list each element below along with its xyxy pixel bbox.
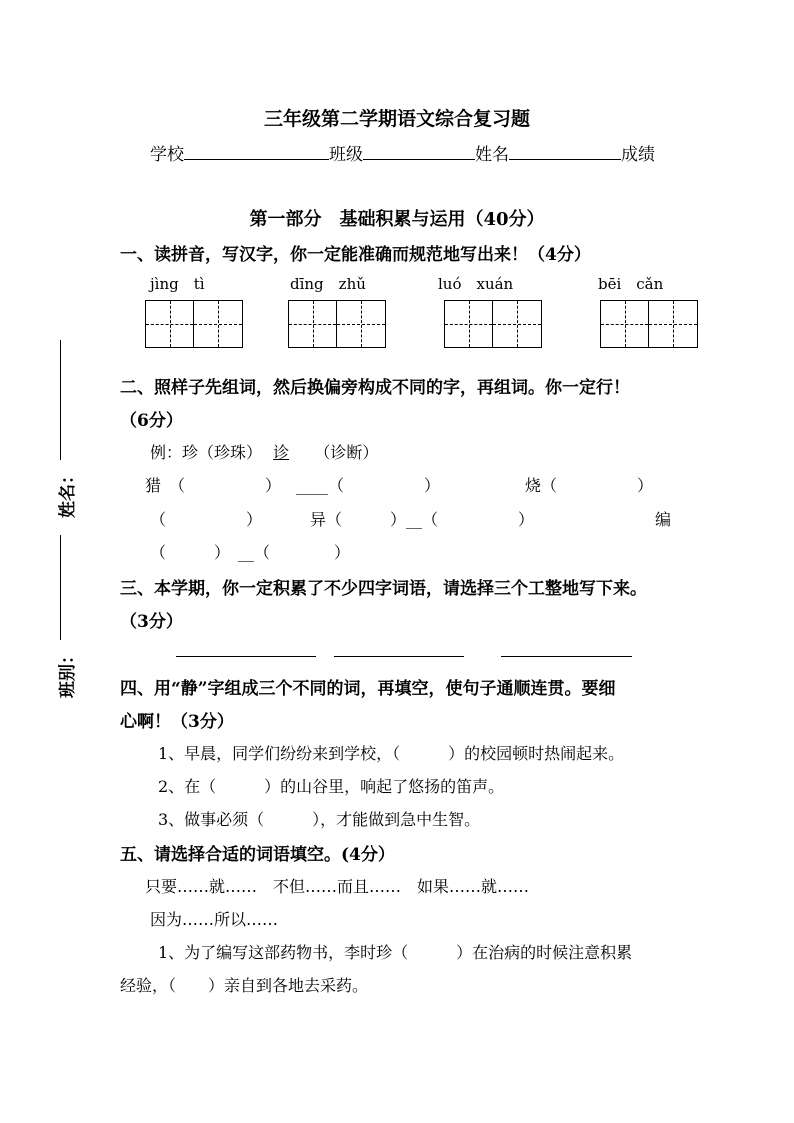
q2-row1-a: 猎 （ ） <box>145 476 282 495</box>
side-name-line <box>60 340 61 460</box>
class-label: 班级 <box>329 145 363 165</box>
q5-sentence-1a: 1、为了编写这部药物书，李时珍（ ）在治病的时候注意积累 <box>158 943 633 962</box>
q2-row3: （ ） __（ ） <box>150 543 351 562</box>
student-info-row <box>150 140 655 165</box>
name-blank[interactable] <box>509 143 621 160</box>
grid-cell[interactable] <box>289 301 337 347</box>
pinyin-3: luó xuán <box>438 275 514 293</box>
q4-heading-2: 心啊！（3分） <box>120 712 234 732</box>
grid-cell[interactable] <box>337 301 385 347</box>
q2-row2-a: （ ） <box>150 510 263 529</box>
q2-points: （6分） <box>120 411 183 431</box>
q3-points: （3分） <box>120 612 183 632</box>
example-suffix: （诊断） <box>314 443 379 462</box>
q4-sentence-1: 1、早晨，同学们纷纷来到学校，（ ）的校园顿时热闹起来。 <box>158 744 625 763</box>
q2-example <box>150 440 378 463</box>
idiom-blank-3[interactable] <box>501 656 632 657</box>
idiom-blank-1[interactable] <box>176 656 316 657</box>
side-class-line <box>60 535 61 640</box>
q3-heading: 三、本学期，你一定积累了不少四字词语，请选择三个工整地写下来。 <box>120 579 647 599</box>
idiom-blank-2[interactable] <box>334 656 464 657</box>
grid-cell[interactable] <box>146 301 194 347</box>
grid-cell[interactable] <box>493 301 541 347</box>
q5-options-2: 因为……所以…… <box>150 910 279 929</box>
q5-options-1: 只要……就…… 不但……而且…… 如果……就…… <box>145 877 530 896</box>
grid-cell[interactable] <box>649 301 697 347</box>
side-name-label: 姓名： <box>58 467 78 518</box>
school-label: 学校 <box>150 145 184 165</box>
score-label: 成绩 <box>621 145 655 165</box>
grid-cell[interactable] <box>194 301 242 347</box>
grid-cell[interactable] <box>601 301 649 347</box>
writing-grid-2[interactable] <box>288 300 386 348</box>
school-blank[interactable] <box>184 143 329 160</box>
q4-sentence-2: 2、在（ ）的山谷里，响起了悠扬的笛声。 <box>158 777 505 796</box>
q2-row1-c: 烧（ ） <box>525 476 654 495</box>
q2-row2-b: 异（ ）__（ ） <box>310 510 535 529</box>
pinyin-4: bēi cǎn <box>598 275 664 293</box>
class-blank[interactable] <box>363 143 475 160</box>
writing-grid-3[interactable] <box>444 300 542 348</box>
side-class-label: 班别： <box>58 647 78 698</box>
part-heading: 第一部分 基础积累与运用（40分） <box>249 209 545 230</box>
example-prefix: 例：珍（珍珠） <box>150 443 263 462</box>
pinyin-1: jìng tì <box>150 275 205 293</box>
writing-grid-1[interactable] <box>145 300 243 348</box>
writing-grid-4[interactable] <box>600 300 698 348</box>
q1-heading: 一、读拼音，写汉字，你一定能准确而规范地写出来！（4分） <box>120 245 591 265</box>
example-char: 诊 <box>273 443 290 462</box>
grid-cell[interactable] <box>445 301 493 347</box>
page-title: 三年级第二学期语文综合复习题 <box>263 108 530 130</box>
q2-heading: 二、照样子先组词，然后换偏旁构成不同的字，再组词。你一定行！ <box>120 378 630 398</box>
q2-row1-b: ____（ ） <box>296 476 441 495</box>
q4-heading-1: 四、用“静”字组成三个不同的词，再填空，使句子通顺连贯。要细 <box>120 679 616 699</box>
q5-heading: 五、请选择合适的词语填空。(4分） <box>120 845 395 865</box>
q2-row2-c: 编 <box>655 510 672 529</box>
q4-sentence-3: 3、做事必须（ ），才能做到急中生智。 <box>158 810 481 829</box>
pinyin-2: dīng zhǔ <box>290 275 366 293</box>
name-label: 姓名 <box>475 145 509 165</box>
q5-sentence-1b: 经验，（ ）亲自到各地去采药。 <box>120 976 369 995</box>
